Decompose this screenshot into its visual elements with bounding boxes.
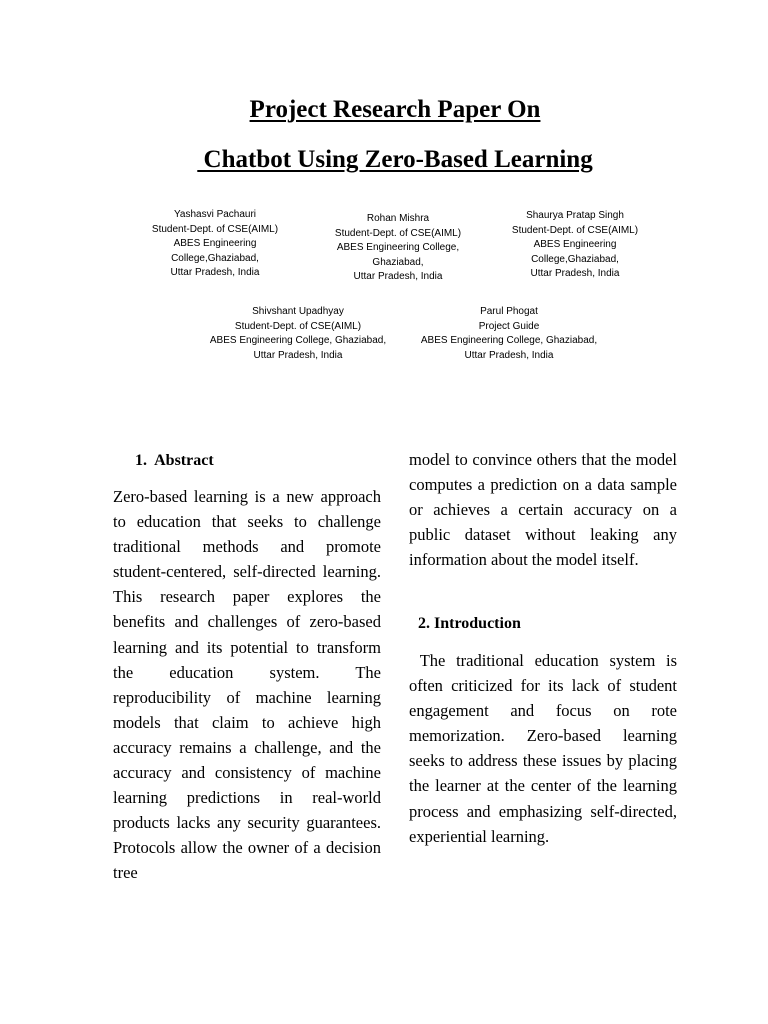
author-block — [409, 305, 609, 363]
author-affiliation: Uttar Pradesh, India — [170, 267, 260, 278]
author-block — [198, 305, 398, 363]
paper-title-line-2: Chatbot Using Zero-Based Learning — [197, 146, 593, 173]
author-block — [135, 208, 295, 281]
author-affiliation: Ghaziabad, — [372, 256, 424, 268]
author-affiliation: ABES Engineering College, — [336, 242, 460, 253]
abstract-heading: 1. Abstract — [135, 452, 214, 469]
author-affiliation: Uttar Pradesh, India — [464, 349, 554, 361]
author-affiliation: Uttar Pradesh, India — [253, 349, 343, 361]
author-affiliation: ABES Engineering — [533, 239, 617, 250]
introduction-heading: 2. Introduction — [418, 615, 521, 632]
author-name: Rohan Mishra — [366, 213, 430, 224]
abstract-body-continued: model to convince others that the model computes a prediction on a data sample or achieves a certain accuracy on a public dataset without leaking any information about the model itself. — [409, 450, 677, 570]
author-affiliation: Project Guide — [478, 320, 540, 332]
author-affiliation: College,Ghaziabad, — [171, 252, 259, 264]
author-affiliation: Student-Dept. of CSE(AIML) — [334, 227, 462, 239]
author-block — [318, 212, 478, 285]
author-name: Shaurya Pratap Singh — [526, 210, 624, 221]
paper-title-line-1: Project Research Paper On — [249, 96, 541, 123]
author-affiliation: Uttar Pradesh, India — [353, 271, 443, 282]
author-affiliation: ABES Engineering College, Ghaziabad, — [420, 335, 598, 346]
abstract-body: Zero-based learning is a new approach to education that seeks to challenge traditional methods and promote student-centered, self-directed learning. This research paper explores the benefits and challenges of zero-based learning and its potential to transform the education system. The reproducibility of machine learning models that claim to achieve high accuracy remains a challenge, and the accuracy and consistency of machine learning predictions in real-world products lacks any security guarantees. Protocols allow the owner of a decision tree — [113, 487, 381, 883]
author-block — [495, 209, 655, 282]
author-affiliation: Student-Dept. of CSE(AIML) — [151, 223, 279, 235]
author-name: Yashasvi Pachauri — [173, 209, 257, 220]
author-affiliation: ABES Engineering — [173, 238, 257, 249]
author-name: Parul Phogat — [480, 306, 538, 317]
author-affiliation: ABES Engineering College, Ghaziabad, — [209, 335, 387, 346]
author-affiliation: Student-Dept. of CSE(AIML) — [234, 320, 362, 332]
author-affiliation: College,Ghaziabad, — [531, 253, 619, 265]
author-name: Shivshant Upadhyay — [252, 306, 344, 317]
author-affiliation: Student-Dept. of CSE(AIML) — [511, 224, 639, 236]
introduction-body: The traditional education system is often criticized for its lack of student engagement and focus on rote memorization. Zero-based learning seeks to address these issues by placing the learner at the center of the learning process and emphasizing self-directed, experiential learning. — [409, 651, 682, 846]
author-affiliation: Uttar Pradesh, India — [530, 268, 620, 279]
